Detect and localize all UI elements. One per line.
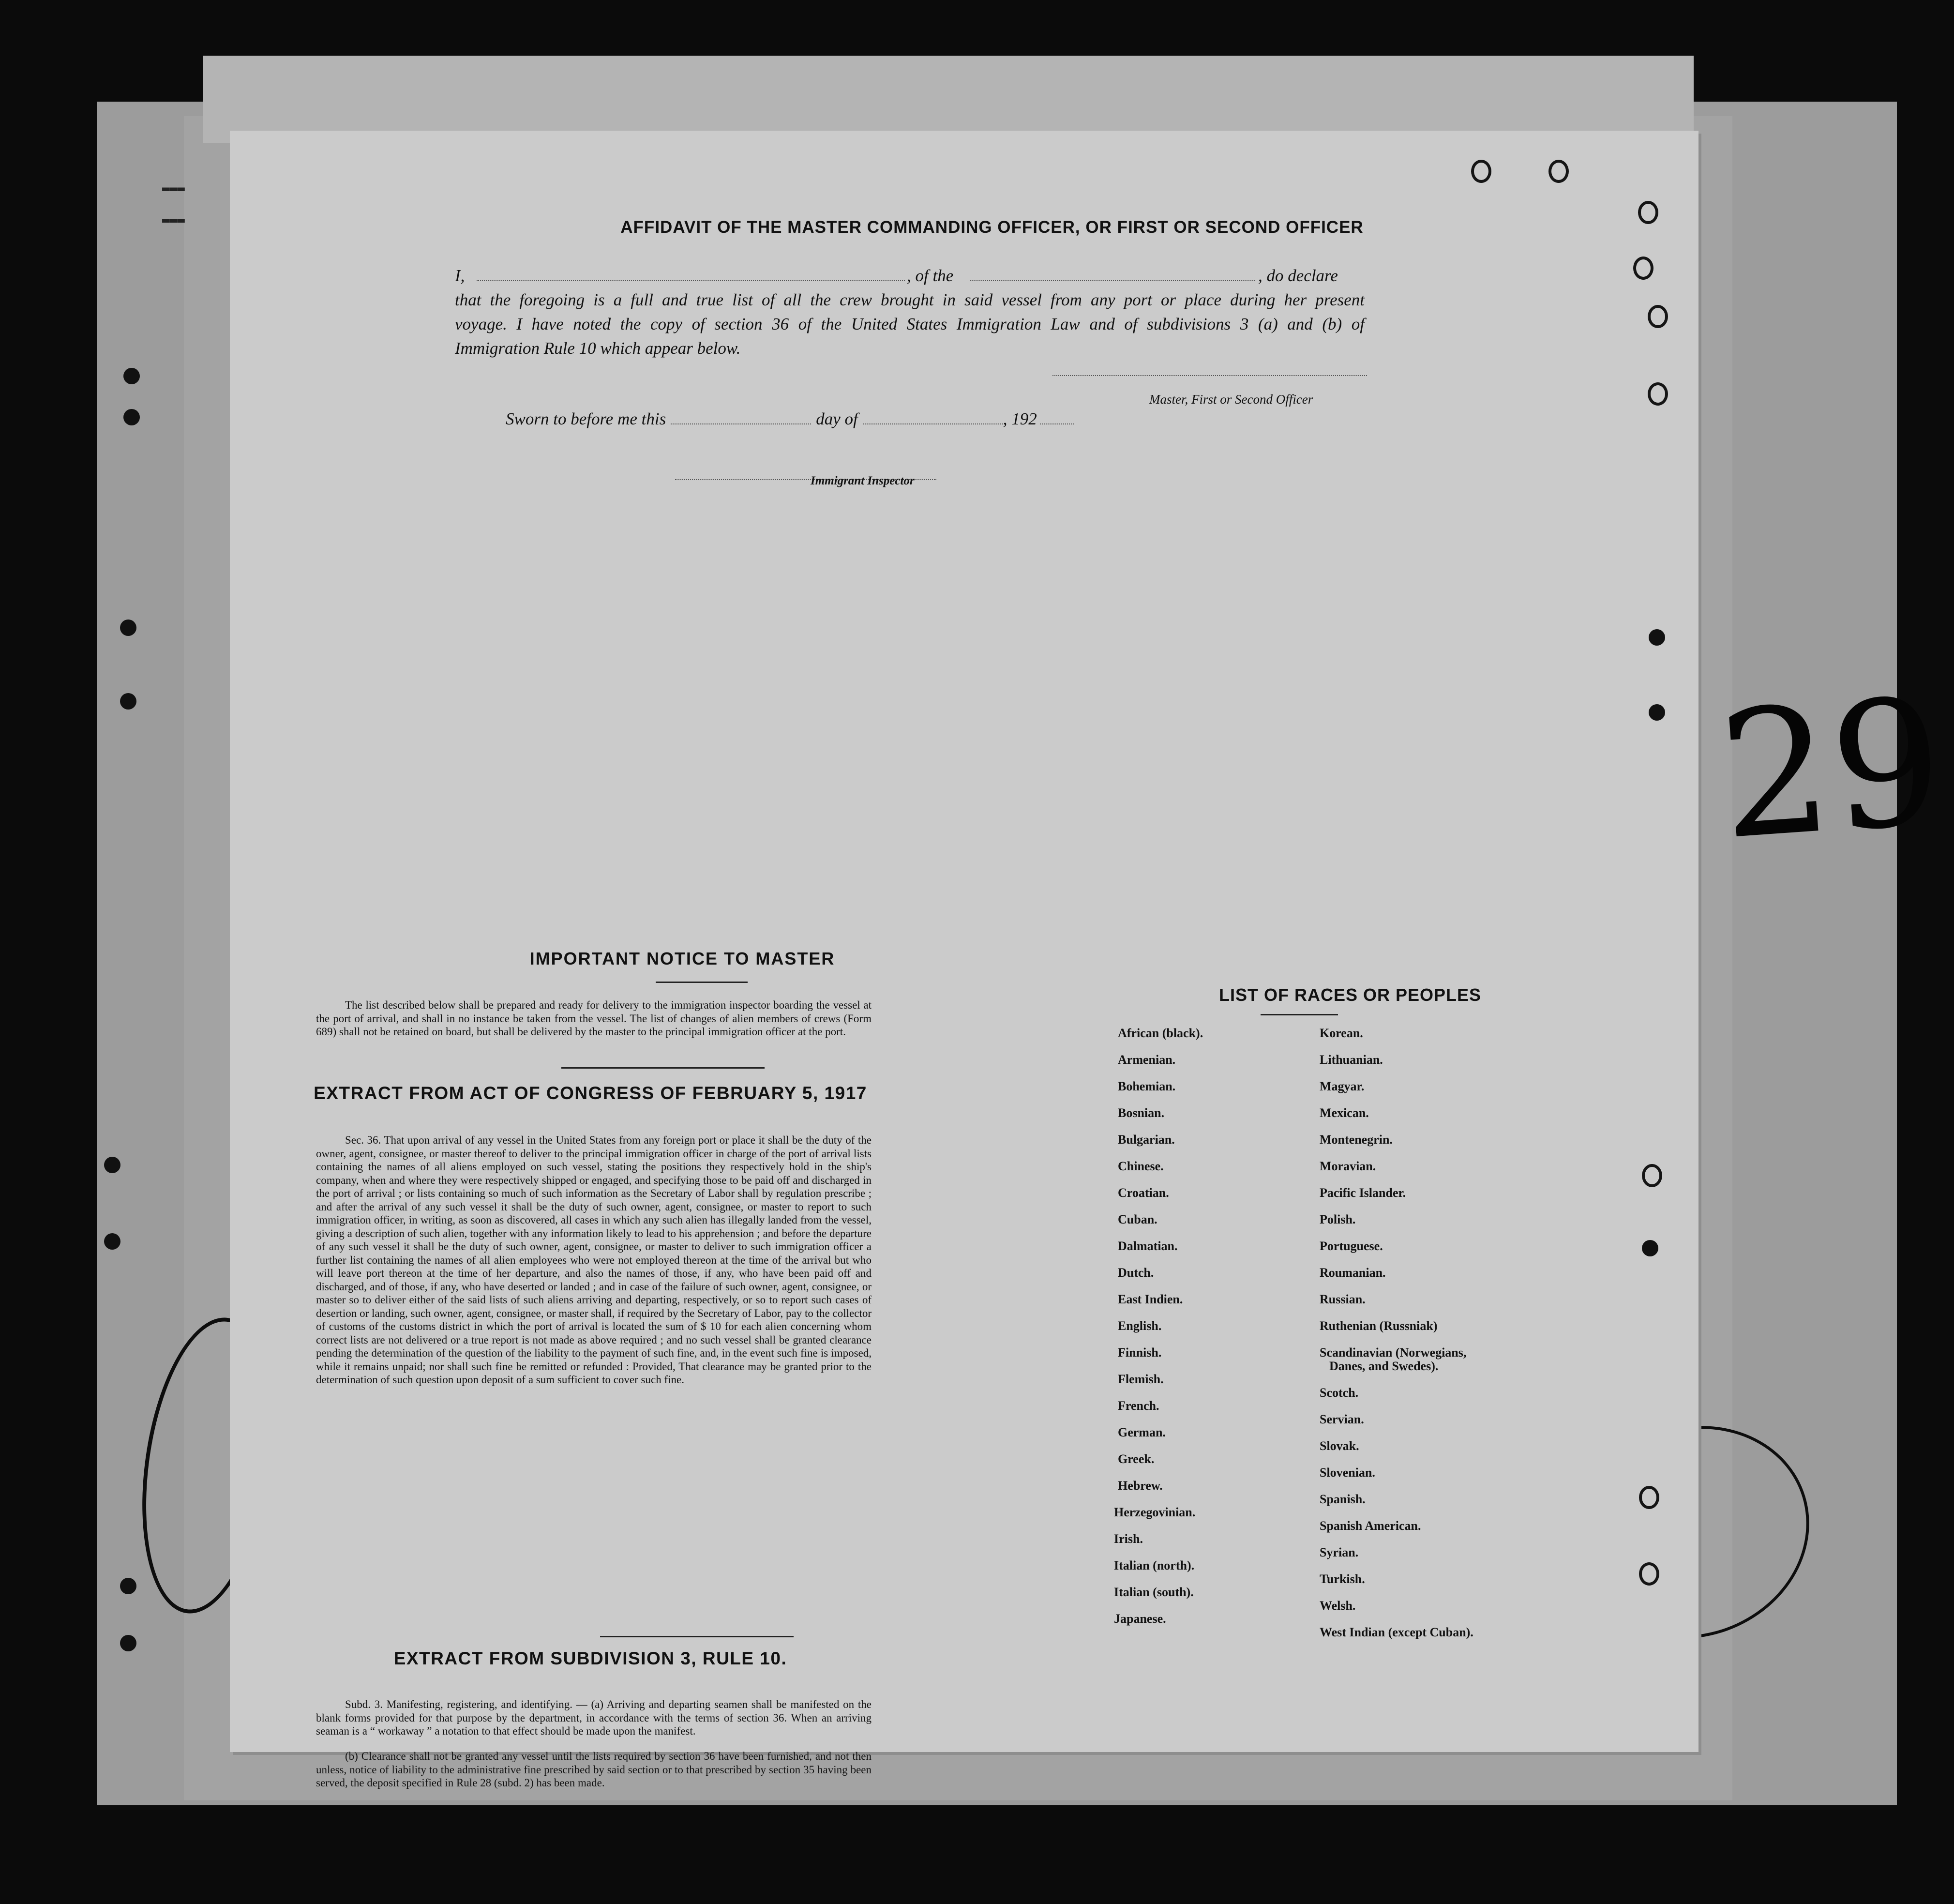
master-name-blank[interactable]	[477, 266, 905, 281]
race-item: Lithuanian.	[1320, 1053, 1383, 1067]
extract-rule-body-a: Subd. 3. Manifesting, registering, and identifying. — (a) Arriving and departing seamen shall be manifested on the blank forms provided for that purpose by the department, in accordance with the terms of section 36. When an arriving seaman is a “ workaway ” a notation to that effect should be made upon the manifest.	[316, 1698, 872, 1737]
notice-body: The list described below shall be prepared and ready for delivery to the immigration inspector boarding the vessel at the port of arrival, and shall in no instance be taken from the vessel. The list of changes of alien members of crews (Form 689) shall not be retained on board, but shall be delivered by the master to the principal immigration officer at the port.	[316, 999, 872, 1038]
handwritten-number: 29	[1713, 660, 1949, 878]
sworn-month-blank[interactable]	[863, 409, 1003, 424]
race-item: Finnish.	[1118, 1345, 1162, 1360]
punch-hole	[1548, 160, 1569, 183]
punch-hole	[1649, 629, 1665, 646]
inspector-label: Immigrant Inspector	[811, 474, 915, 487]
race-item: English.	[1118, 1319, 1162, 1333]
race-item: Ruthenian (Russniak)	[1320, 1319, 1438, 1333]
race-item: Italian (south).	[1114, 1585, 1194, 1599]
punch-hole	[1649, 704, 1665, 721]
signature-label: Master, First or Second Officer	[1149, 392, 1313, 407]
race-item: French.	[1118, 1399, 1159, 1413]
sworn-day-blank[interactable]	[671, 409, 811, 424]
punch-hole	[1648, 382, 1668, 406]
punch-hole	[1648, 305, 1668, 328]
affidavit-title: AFFIDAVIT OF THE MASTER COMMANDING OFFICER, OR FIRST OR SECOND OFFICER	[620, 218, 1364, 237]
race-item: Dalmatian.	[1118, 1239, 1178, 1253]
race-item: Croatian.	[1118, 1186, 1169, 1200]
divider	[1261, 1014, 1338, 1015]
vessel-name-blank[interactable]	[970, 266, 1255, 281]
sworn-text: Sworn to before me this	[506, 409, 666, 428]
race-item: Magyar.	[1320, 1079, 1365, 1093]
race-item: Turkish.	[1320, 1572, 1365, 1586]
race-item: Slovenian.	[1320, 1466, 1375, 1480]
back-sheet-print: ▬▬▬	[162, 213, 185, 227]
punch-hole	[120, 1578, 136, 1594]
race-item: Herzegovinian.	[1114, 1505, 1196, 1519]
sworn-day-of: day of	[816, 409, 858, 428]
divider	[561, 1067, 765, 1069]
race-item: Greek.	[1118, 1452, 1155, 1466]
punch-hole	[1642, 1164, 1662, 1187]
race-item: Scandinavian (Norwegians,	[1320, 1345, 1467, 1360]
extract-rule-heading: EXTRACT FROM SUBDIVISION 3, RULE 10.	[393, 1648, 787, 1668]
race-item: Scotch.	[1320, 1386, 1359, 1400]
race-item: Pacific Islander.	[1320, 1186, 1406, 1200]
declaration-line-2: that the foregoing is a full and true list of all the crew brought in said vessel from any port or place during her present	[455, 290, 1365, 309]
race-item: Irish.	[1114, 1532, 1143, 1546]
punch-hole	[1471, 160, 1491, 183]
back-sheet	[203, 56, 1694, 143]
declaration-line-1	[455, 264, 1365, 288]
declaration-i: I,	[455, 266, 465, 285]
race-item: Welsh.	[1320, 1599, 1356, 1613]
notice-heading: IMPORTANT NOTICE TO MASTER	[529, 949, 835, 968]
sworn-year-prefix: , 192	[1003, 409, 1037, 428]
race-item: Slovak.	[1320, 1439, 1359, 1453]
race-item: Moravian.	[1320, 1159, 1376, 1173]
manifest-page	[230, 131, 1698, 1789]
punch-hole	[120, 693, 136, 710]
race-item: Flemish.	[1118, 1372, 1164, 1386]
race-item: Bohemian.	[1118, 1079, 1176, 1093]
race-item: Syrian.	[1320, 1545, 1359, 1559]
sworn-year-blank[interactable]	[1040, 409, 1074, 424]
race-item: African (black).	[1118, 1026, 1203, 1040]
punch-hole	[120, 620, 136, 636]
punch-hole	[104, 1233, 120, 1250]
race-item: Montenegrin.	[1320, 1133, 1393, 1147]
declaration-of-the: , of the	[907, 266, 954, 285]
back-sheet-print: ▬▬▬	[162, 181, 185, 196]
race-item: Armenian.	[1118, 1053, 1176, 1067]
race-item: Bosnian.	[1118, 1106, 1165, 1120]
divider	[656, 982, 748, 983]
punch-hole	[123, 368, 140, 384]
race-item: Italian (north).	[1114, 1558, 1195, 1572]
race-item: Hebrew.	[1118, 1479, 1163, 1493]
race-item: Japanese.	[1114, 1612, 1166, 1626]
affidavit-declaration	[455, 264, 1365, 361]
race-item: Roumanian.	[1320, 1266, 1386, 1280]
race-item: Spanish American.	[1320, 1519, 1421, 1533]
race-item: Portuguese.	[1320, 1239, 1383, 1253]
signature-line[interactable]	[1052, 375, 1367, 376]
punch-hole	[1633, 257, 1653, 280]
punch-hole	[120, 1635, 136, 1651]
declaration-do-declare: , do declare	[1258, 266, 1338, 285]
extract-act-body: Sec. 36. That upon arrival of any vessel in the United States from any foreign port or place it shall be the duty of the owner, agent, consignee, or master thereof to deliver to the principal immigration officer in charge of the port of arrival lists containing the names of all aliens employed on such vessel, stating the positions they respectively hold in the ship's company, when and where they were respectively shipped or engaged, and specifying those to be paid off and discharged in the port of arrival ; or lists containing so much of such information as the Secretary of Labor shall by regulation prescribe ; and after the arrival of any such vessel it shall be the duty of such owner, agent, consignee, or master to report to such immigration officer, in writing, as soon as discovered, all cases in which any such alien has illegally landed from the vessel, giving a description of such alien, together with any information likely to lead to his apprehension ; and before the departure of any such vessel it shall be the duty of such owner, agent, consignee, or master to deliver to such immigration officer a further list containing the names of all alien employees who were not employed thereon at the time of the arrival but who will leave port thereon at the time of her departure, and also the names of those, if any, who have been paid off and discharged, and of those, if any, who have deserted or landed ; and in case of the failure of such owner, agent, consignee, or master so to deliver either of the said lists of such aliens arriving and departing, respectively, or so to report such cases of desertion or landing, such owner, agent, consignee, or master shall, if required by the Secretary of Labor, pay to the collector of customs of the customs district in which the port of arrival is located the sum of $ 10 for each alien concerning whom correct lists are not delivered or a true report is not made as above required ; and no such vessel shall be granted clearance pending the determination of the question of the liability to the payment of such fine, and, in the event such fine is imposed, while it remains unpaid; nor shall such fine be remitted or refunded : Provided, That clearance may be granted prior to the determination of such question upon deposit of a sum sufficient to cover such fine.	[316, 1134, 872, 1386]
race-item: Korean.	[1320, 1026, 1363, 1040]
declaration-line-4: Immigration Rule 10 which appear below.	[455, 339, 741, 358]
race-item: Bulgarian.	[1118, 1133, 1175, 1147]
declaration-line-3: voyage. I have noted the copy of section 36 of the United States Immigration Law and of subdivisions 3 (a) and (b) of	[455, 315, 1365, 333]
race-item: German.	[1118, 1425, 1166, 1439]
race-item: Mexican.	[1320, 1106, 1369, 1120]
race-item: West Indian (except Cuban).	[1320, 1625, 1473, 1639]
race-item: Danes, and Swedes).	[1329, 1359, 1439, 1373]
races-heading: LIST OF RACES OR PEOPLES	[1218, 985, 1482, 1005]
extract-act-heading: EXTRACT FROM ACT OF CONGRESS OF FEBRUARY 5, 1917	[314, 1083, 867, 1103]
punch-hole	[1642, 1240, 1658, 1256]
race-item: Polish.	[1320, 1212, 1356, 1226]
race-item: Dutch.	[1118, 1266, 1154, 1280]
race-item: Servian.	[1320, 1412, 1364, 1426]
extract-rule-body-b: (b) Clearance shall not be granted any vessel until the lists required by section 36 have been furnished, and not then unless, notice of liability to the administrative fine prescribed by said section or to that prescribed by section 35 having been served, the deposit specified in Rule 28 (subd. 2) has been made.	[316, 1750, 872, 1789]
punch-hole	[1639, 1562, 1659, 1586]
punch-hole	[1639, 1486, 1659, 1509]
punch-hole	[104, 1157, 120, 1173]
divider	[600, 1636, 794, 1637]
punch-hole	[123, 409, 140, 425]
punch-hole	[1638, 201, 1658, 224]
race-item: Chinese.	[1118, 1159, 1164, 1173]
race-item: Russian.	[1320, 1292, 1366, 1306]
race-item: Cuban.	[1118, 1212, 1157, 1226]
race-item: Spanish.	[1320, 1492, 1366, 1506]
sworn-line	[506, 409, 1074, 429]
race-item: East Indien.	[1118, 1292, 1183, 1306]
